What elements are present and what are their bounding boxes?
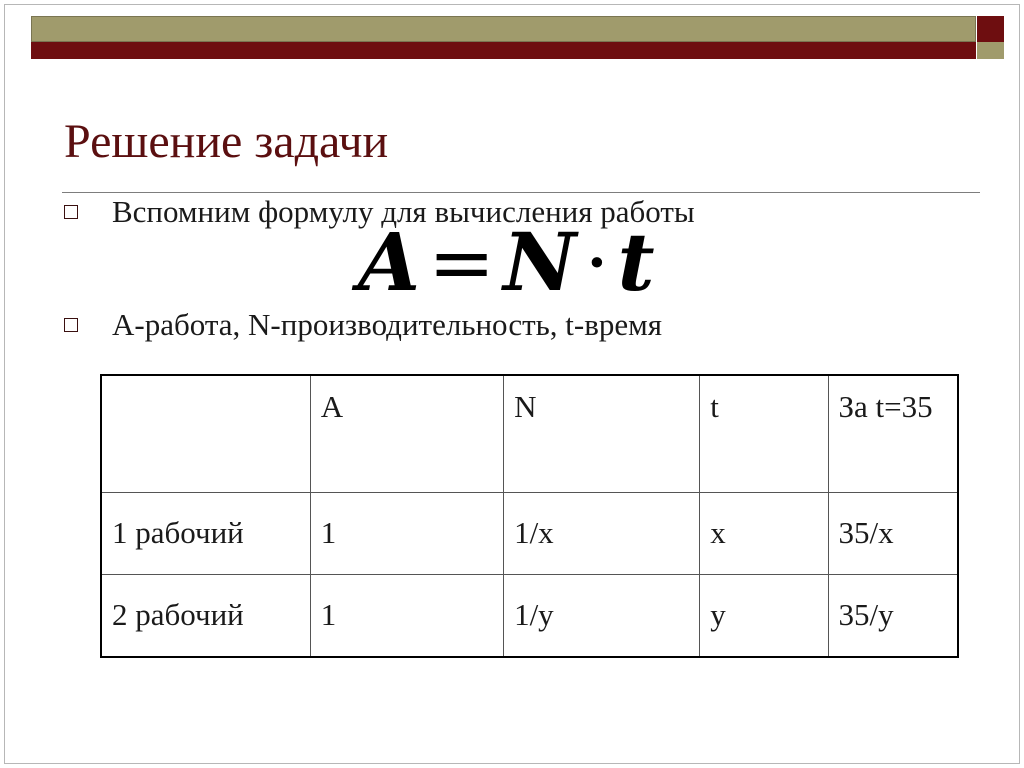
slide-title: Решение задачи <box>64 115 389 168</box>
table-header-cell: A <box>310 375 503 492</box>
table-header-cell: За t=35 <box>828 375 958 492</box>
table-header-row <box>101 375 958 492</box>
table-header-cell: t <box>700 375 828 492</box>
formula-n: N <box>503 215 579 309</box>
table-cell: 2 рабочий <box>101 574 310 657</box>
work-formula <box>358 215 657 309</box>
table-cell: 1 <box>310 574 503 657</box>
table-cell: 35/x <box>828 492 958 574</box>
header-square-bottom <box>977 42 1004 59</box>
square-bullet-icon <box>64 318 78 332</box>
table-cell: 1 <box>310 492 503 574</box>
work-table <box>100 374 959 658</box>
bullet-text: А-работа, N-производительность, t-время <box>112 307 662 342</box>
formula-a: A <box>358 215 423 309</box>
table-cell: 1/y <box>504 574 700 657</box>
title-underline <box>62 192 980 193</box>
table-cell: x <box>700 492 828 574</box>
bullet-text: Вспомним формулу для вычисления работы <box>112 194 695 229</box>
table-header-cell <box>101 375 310 492</box>
header-bar-olive <box>31 16 976 42</box>
table-cell: 1/x <box>504 492 700 574</box>
formula-t: t <box>617 215 657 309</box>
table-row <box>101 574 958 657</box>
table-row <box>101 492 958 574</box>
header-bar-maroon <box>31 42 976 59</box>
formula-dot: · <box>584 216 612 309</box>
table-header-cell: N <box>504 375 700 492</box>
table-cell: y <box>700 574 828 657</box>
bullet-variables <box>64 309 662 340</box>
formula-equals: = <box>428 216 498 309</box>
table-cell: 35/y <box>828 574 958 657</box>
square-bullet-icon <box>64 205 78 219</box>
table-cell: 1 рабочий <box>101 492 310 574</box>
header-square-top <box>977 16 1004 42</box>
